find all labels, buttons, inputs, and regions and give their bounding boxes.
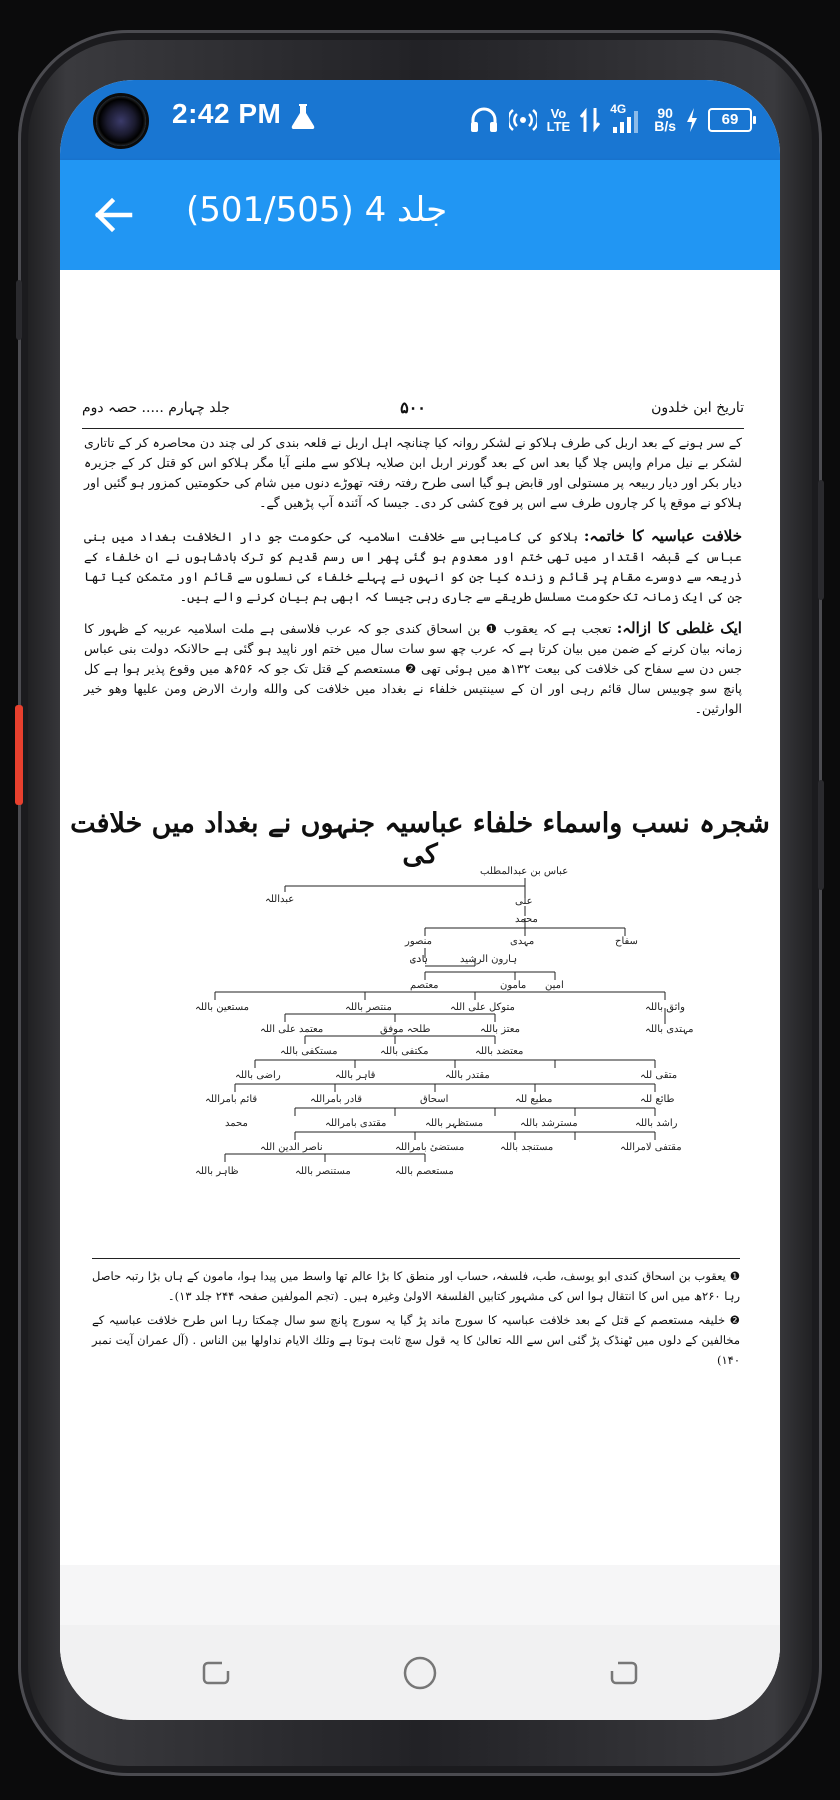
tree-node: مستضیٔ بامراللہ: [395, 1142, 465, 1153]
tree-node: مستظہر باللہ: [425, 1118, 484, 1129]
tree-node: اسحاق: [420, 1094, 449, 1105]
tree-node: مہدی: [510, 936, 535, 947]
headphones-icon: [469, 107, 499, 133]
home-icon[interactable]: [402, 1655, 438, 1691]
navigation-bar: [60, 1625, 780, 1720]
back-icon[interactable]: [606, 1655, 642, 1691]
power-button-accent: [15, 705, 23, 805]
tree-node: ظاہر باللہ: [195, 1166, 239, 1177]
tree-node: محمد: [515, 914, 538, 925]
tree-node: عبداللہ: [265, 894, 295, 905]
tree-node: مطیع للہ: [515, 1094, 553, 1105]
family-tree-title: شجرہ نسب واسماء خلفاء عباسیہ جنہوں نے بغداد میں خلافت کی: [70, 808, 770, 870]
volte-icon: Vo LTE: [546, 106, 571, 134]
tree-node: متوکل علی اللہ: [450, 1002, 515, 1013]
paragraph-1: کے سر ہونے کے بعد اربل کی طرف ہلاکو نے لشکر روانہ کیا چنانچہ اہل اربل نے قلعہ بندی کر لی چند دن محاصرہ کر کے تاتاری لشکر بے نیل مرام واپس چلا گیا بعد اس کے بعد گورنر اربل ابن صلایہ ہلاکو سے ملنے آیا مگر ہلاکو اس کو قتل کر کے جزیرہ دیار بکر اور دیار ربیعہ پر مستولی اور قابض ہو گیا اسی طرح رفتہ رفتہ تھوڑے دنوں میں شام کی حکومتیں کمزور ہو گئیں اور ہلاکو نے موقع پا کر چاروں طرف سے اس پر فوج کشی کر دی۔ جیسا کہ آئندہ آپ پڑھیں گے۔: [84, 435, 742, 510]
tree-node: معتصم: [410, 980, 439, 991]
paragraph-2-heading: خلافت عباسیہ کا خاتمہ:: [583, 527, 742, 545]
scanned-page: [70, 280, 770, 1550]
paragraph-3-heading: ایک غلطی کا ازالہ:: [616, 619, 742, 637]
tree-node: محمد: [225, 1118, 248, 1129]
side-button-right-bottom: [818, 780, 824, 890]
tree-node: طلحہ موفق: [380, 1024, 431, 1035]
tree-node: علی: [515, 896, 533, 907]
recent-apps-icon[interactable]: [198, 1655, 234, 1691]
tree-node: قاہر باللہ: [335, 1070, 376, 1081]
page-title: جلد 4 (501/505): [186, 190, 448, 230]
tree-node: مستنجد باللہ: [500, 1142, 554, 1153]
tree-node: مقتدی بامراللہ: [325, 1118, 387, 1129]
tree-node: معتمد علی اللہ: [260, 1024, 324, 1035]
charging-icon: [686, 108, 698, 132]
tree-node: مستکفی باللہ: [280, 1046, 338, 1057]
signal-icon: 4G: [610, 105, 644, 135]
network-speed: 90 B/s: [654, 105, 676, 134]
tree-node: مسترشد باللہ: [520, 1118, 578, 1129]
paragraph-3: ایک غلطی کا ازالہ: تعجب ہے کہ یعقوب ❶ بن اسحاق کندی جو کہ عرب فلاسفی ہے ملت اسلامیہ عربیہ کے ظہور کا زمانہ بیان کرنے کے ضمن میں بیان کرتا ہے کہ عرب چھ سو سات سال میں ختم اور ناپید ہو گئی ہے حالانکہ دولت بنی عباس جس دن سے سفاح کی خلافت کی بیعت ۱۳۲ھ میں ہوئی تھی ❷ مستعصم کے قتل تک جو کہ ۶۵۶ھ میں وقوع پذیر ہوا ہے کل پانچ سو چوبیس سال قائم رہی اور ان کے سینتیس خلفاء نے بغداد میں خلافت کی والله وارث الارض ومن عليها وهو خير الوارثين۔: [84, 619, 742, 716]
book-title: تاریخ ابن خلدون: [651, 400, 744, 416]
footnote-1: ❶ یعقوب بن اسحاق کندی ابو یوسف، طب، فلسفہ، حساب اور منطق کا بڑا عالم تھا واسط میں پیدا ہوا، مامون کے ہاں بڑا رتبہ حاصل رہا ۲۶۰ھ میں اس کا انتقال ہوا اس کی مشہور کتابیں الفلسفۃ الاولیٰ وغیرہ ہیں۔ (تجم المولفین صفحہ ۲۴۴ جلد ۱۳)۔: [92, 1269, 740, 1303]
tree-node: ناصر الدین اللہ: [260, 1142, 323, 1153]
tree-node: ہادی: [410, 954, 428, 965]
tree-node: مستنصر باللہ: [295, 1166, 351, 1177]
tree-node: سفاح: [615, 936, 638, 947]
tree-node: طائع للہ: [640, 1094, 675, 1105]
footnote-divider: [92, 1258, 740, 1259]
arrow-left-icon[interactable]: [90, 192, 136, 238]
tree-node: معتز باللہ: [480, 1024, 520, 1035]
phone-screen: [60, 80, 780, 1720]
battery-icon: 69: [708, 108, 752, 132]
tree-node: قادر بامراللہ: [310, 1094, 362, 1105]
camera-icon: [96, 96, 146, 146]
tree-node: امین: [545, 980, 564, 991]
page-number: ۵۰۰: [400, 398, 426, 417]
page-header: [82, 398, 744, 429]
tree-node: ہارون الرشید: [460, 954, 518, 965]
signal-bars-icon: [610, 105, 644, 135]
app-bar: [60, 160, 780, 270]
paragraph-2: خلافت عباسیہ کا خاتمہ: ہلاکو کی کامیابی سے خلافت اسلامیہ کی حکومت جو دار الخلافت بغداد میں بنی عباس کے قبضہ اقتدار میں تھی ختم اور معدوم ہو گئی پھر اس رسم قدیم کو ترک بادشاہوں نے ان خلفاء کے ذریعہ سے دوسرے مقام پر قائم و زندہ کیا جن کو انہوں نے پہلے خلفاء کی نسلوں سے قائم اور متمکن کیا تھا جن کی ایک زمانہ تک حکومت مسلسل طریقے سے جاری رہی جیسا کہ ابھی ہم بیان کرنے والے ہیں۔: [84, 527, 742, 604]
flask-icon: [290, 102, 316, 130]
tree-node: مستعین باللہ: [195, 1002, 249, 1013]
tree-node: راضی باللہ: [235, 1070, 281, 1081]
volume-label: جلد چہارم ..... حصہ دوم: [82, 400, 230, 416]
tree-node: راشد باللہ: [635, 1118, 678, 1129]
data-arrows-icon: [580, 106, 600, 134]
status-time: 2:42 PM: [172, 98, 282, 129]
tree-node: مقتدر باللہ: [445, 1070, 490, 1081]
tree-node: مقتفی لامراللہ: [620, 1142, 682, 1153]
side-button-right-top: [818, 480, 824, 600]
side-button-left: [16, 280, 22, 340]
tree-node: متقی للہ: [640, 1070, 678, 1081]
footnote-2: ❷ خلیفہ مستعصم کے قتل کے بعد خلافت عباسیہ کا سورج ماند پڑ گیا یہ سورج پانچ سو سال چمکتا رہا اس طرح خلافت عباسیہ کے مخالفین کے دلوں میں ٹھنڈک پڑ گئی اس سے اللہ تعالیٰ کا یہ قول سچ ثابت ہوتا ہے وتلك الايام نداولها بين الناس . (آل عمران آیت نمبر ۱۴۰): [92, 1313, 740, 1367]
tree-node: قائم بامراللہ: [205, 1094, 258, 1105]
status-icons: [469, 98, 752, 142]
hotspot-icon: [509, 107, 537, 133]
tree-node: واثق باللہ: [645, 1002, 685, 1013]
tree-node: مستعصم باللہ: [395, 1166, 454, 1177]
tree-node: مامون: [500, 980, 527, 991]
tree-node: منصور: [405, 936, 433, 947]
tree-node: مہتدی باللہ: [645, 1024, 694, 1035]
tree-node: مکتفی باللہ: [380, 1046, 429, 1057]
family-tree: [195, 856, 705, 1196]
tree-node: عباس بن عبدالمطلب: [480, 866, 569, 877]
tree-node: منتصر باللہ: [345, 1002, 392, 1013]
status-bar: [60, 80, 780, 160]
tree-node: معتضد باللہ: [475, 1046, 524, 1057]
document-viewer[interactable]: [60, 270, 780, 1565]
